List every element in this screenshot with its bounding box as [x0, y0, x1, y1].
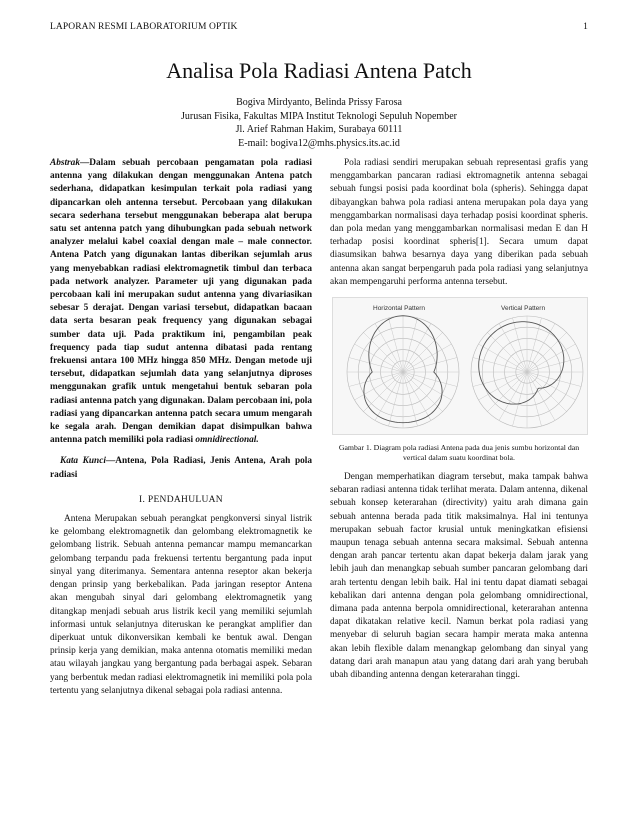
- right-paragraph-2: Dengan memperhatikan diagram tersebut, maka tampak bahwa sebaran radiasi antenna tidak terlihat merata. Dalam antenna, dikenal sebuah konsep keterarahan (directivity) yaitu arah dimana gain sebuah antenna berada pada titik maksimalnya. Hal ini tentunya merupakan sebuah factor krusial untuk meningkatkan efisiensi maupun tenaga sebuah antenna secara maksimal. Sebuah antenna dengan arah pancar tertentu akan dapat bekerja dalam jarak yang lebih jauh dan menangkap sebuah sumber pancaran gelombang dari arah tertentu dengan lebih baik. Hal ini tentu dapat diamati sebagai kebalikan dari antenna dengan pola gelombang omnidirectional, dimana pada antenna berpola omnidirectional, keterarahan antenna dapat dikatakan relative kecil. Namun berkat pola radiasi yang menyebar di seluruh bagian secara hampir merata maka antenna akan lebih flexible dalam menangkap gelombang dan sinyal yang datang dari arah manapun atau yang datang dari arah yang berubah ubah dibanding antenna dengan keterarahan tinggi.: [330, 472, 588, 681]
- polar-grid-spoke: [527, 324, 555, 372]
- keywords-label: Kata Kunci: [60, 456, 106, 467]
- polar-grid-spoke: [403, 318, 417, 372]
- polar-grid-spoke: [499, 324, 527, 372]
- polar-grid-spoke: [513, 318, 527, 372]
- keywords-text: —Antena, Pola Radiasi, Jenis Antena, Arah pola radiasi: [50, 456, 312, 480]
- polar-grid-spoke: [375, 372, 403, 420]
- polar-grid-spoke: [349, 358, 403, 372]
- polar-grid-spoke: [403, 358, 457, 372]
- journal-name: LAPORAN RESMI LABORATORIUM OPTIK: [50, 22, 238, 32]
- polar-grid-spoke: [403, 372, 417, 426]
- polar-grid-spoke: [479, 372, 527, 400]
- polar-grid-spoke: [487, 372, 527, 412]
- polar-grid-spoke: [527, 372, 567, 412]
- polar-grid-spoke: [527, 372, 581, 386]
- polar-grid-spoke: [473, 358, 527, 372]
- vertical-pattern-label: Vertical Pattern: [501, 305, 546, 313]
- polar-grid-spoke: [389, 372, 403, 426]
- polar-grid-spoke: [355, 344, 403, 372]
- author-names: Bogiva Mirdyanto, Belinda Prissy Farosa: [236, 97, 402, 108]
- author-address: Jl. Arief Rahman Hakim, Surabaya 60111: [235, 124, 403, 135]
- polar-grid-spoke: [479, 344, 527, 372]
- polar-grid-spoke: [487, 332, 527, 372]
- polar-grid-spoke: [527, 372, 555, 420]
- section-heading-introduction: I. PENDAHULUAN: [139, 494, 223, 505]
- polar-grid-spoke: [403, 372, 443, 412]
- polar-grid-spoke: [403, 372, 431, 420]
- abstract-text: —Dalam sebuah percobaan pengamatan pola radiasi antenna yang dilakukan dengan menggunakan Antena patch sederhana, didapatkan kesimpulan terkait pola radiasi yang dipancarkan oleh antenna tersebut. Percobaan yang dilakukan secara sederhana tersebut menggunakan beberapa alat berupa satu set antenna patch yang dihubungkan pada sebuah network analyzer melalui kabel coaxial dengan male – male connector. Antena Patch yang digunakan lantas diberikan sejumlah arus yang menyebabkan radiasi elektromagnetik timbul dan terbaca pada network analyzer. Parameter uji yang digunakan pada percobaan kali ini merupakan sudut antenna yang divariasikan sebesar 5 derajat. Dengan variasi tersebut, didapatkan bacaan data serta besaran peak frequency yang digunakan sebagai sumber data uji. Pada praktikum ini, pengambilan peak frequency pada tiap sudut antenna dibatasi pada rentang frekuensi antara 100 MHz hingga 850 MHz. Dengan metode uji tersebut, didapatkan sejumlah data yang selanjutnya diproses menggunakan grafik untuk mengetahui bentuk sebaran pola radiasi antenna patch yang digunakan. Dalam percobaan ini, pola radiasi yang dipancarkan antenna patch secara umum mengarah ke segala arah. Dengan demikian dapat disimpulkan bahwa antenna patch memiliki pola radiasi: [50, 158, 312, 446]
- polar-grid-spoke: [355, 372, 403, 400]
- polar-grid-spoke: [403, 344, 451, 372]
- page-number: 1: [583, 22, 588, 32]
- polar-grid-spoke: [403, 372, 451, 400]
- polar-grid-spoke: [403, 372, 457, 386]
- horizontal-polar-plot: [347, 316, 459, 428]
- author-affiliation: Jurusan Fisika, Fakultas MIPA Institut Teknologi Sepuluh Nopember: [181, 110, 457, 122]
- polar-grid-spoke: [527, 344, 575, 372]
- right-column: [330, 157, 588, 682]
- polar-grid-spoke: [363, 372, 403, 412]
- intro-paragraph: Antena Merupakan sebuah perangkat pengkonversi sinyal listrik ke gelombang elektromagnetik dan gelombang elektromagnetik ke gelombang listrik. Sebuah antenna pemancar mampu memancarkan gelombang terpandu pada frekuensi tertentu bergantung pada input sinyal yang diterimanya. Sementara antenna reseptor akan bekerja dengan prinsip yang berkebalikan. Pada jaringan reseptor Antena akan mengubah sinyal dari gelombang elektromagnetik yang ditangkap menjadi sebuah arus listrik kecil yang memiliki sejumlah informasi untuk selanjutnya diteruskan ke perangkat amplifier dan diperkuat untuk dikonversikan kembali ke bentuk awal. Dengan prinsip kerja yang demikian, maka antenna otomatis memiliki medan atau wilayah jangkau yang bergantung pada berbagai aspek. Sebaran yang berbentuk medan radiasi elektromagnetik ini memiliki pola pola tertentu yang selanjutnya dikenal sebagai pola radiasi antenna.: [50, 514, 312, 696]
- polar-grid-spoke: [375, 324, 403, 372]
- author-email: E-mail: bogiva12@mhs.physics.its.ac.id: [238, 137, 400, 149]
- paper-title: Analisa Pola Radiasi Antena Patch: [166, 58, 472, 83]
- abstract-tail: omnidirectional.: [195, 435, 259, 446]
- author-block: [0, 96, 638, 150]
- vertical-polar-plot: [471, 316, 583, 428]
- radiation-pattern-image: [333, 298, 589, 434]
- polar-grid-spoke: [527, 372, 541, 426]
- polar-grid-spoke: [527, 358, 581, 372]
- abstract-label: Abstrak: [50, 158, 80, 168]
- polar-grid-spoke: [513, 372, 527, 426]
- figure-caption: Gambar 1. Diagram pola radiasi Antena pada dua jenis sumbu horizontal dan vertical dalam suatu koordinat bola.: [338, 443, 580, 463]
- polar-grid-spoke: [527, 332, 567, 372]
- polar-grid-spoke: [389, 318, 403, 372]
- polar-grid-spoke: [527, 318, 541, 372]
- polar-grid-spoke: [349, 372, 403, 386]
- radiation-pattern-figure: [332, 297, 588, 435]
- right-paragraph-1: Pola radiasi sendiri merupakan sebuah representasi grafis yang menggambarkan pancaran radiasi ektromagnetik antenna sebagai sebuah fungsi posisi pada koordinat bola (spheris). Sehingga dapat dibayangkan bahwa pola radiasi antena merupakan pola daya yang menggambarkan normalisasi daya terhadap posisi koordinat spheris. dan pola medan yang menggambarkan normalisasi medan E dan H terhadap posisi koordinat spheris[1]. Secara umum dapat diasumsikan bahwa besarnya daya yang diberikan pada sebuah antenna akan sangat berpengaruh pada pola radiasi yang selanjutnya akan mempengaruhi performa antenna tersebut.: [330, 158, 588, 287]
- horizontal-pattern-label: Horizontal Pattern: [373, 305, 426, 313]
- keywords: [50, 455, 312, 481]
- polar-grid-spoke: [499, 372, 527, 420]
- polar-grid-spoke: [403, 324, 431, 372]
- running-header: [50, 22, 588, 32]
- left-column: [50, 157, 312, 698]
- abstract: [50, 157, 312, 447]
